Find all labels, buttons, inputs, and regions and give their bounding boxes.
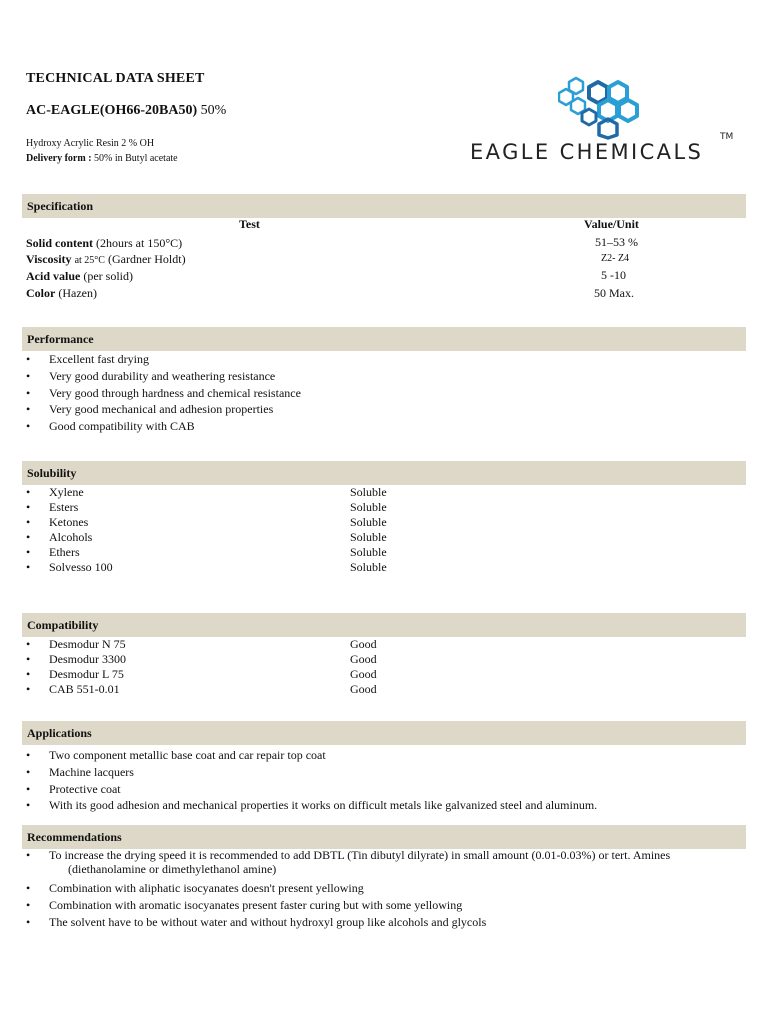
list-item: • Protective coat <box>26 781 597 798</box>
spec-value-color: 50 Max. <box>594 286 634 300</box>
solubility-result: Soluble <box>350 515 387 529</box>
applications-list <box>26 747 597 814</box>
spec-row-color <box>26 286 97 301</box>
solubility-result: Soluble <box>350 560 387 574</box>
performance-list <box>26 351 301 435</box>
spec-detail: (2hours at 150°C) <box>96 236 183 250</box>
product-name: Desmodur 3300 <box>49 652 126 666</box>
spec-value-viscosity: Z2- Z4 <box>601 253 630 264</box>
list-item <box>26 500 387 515</box>
recommendation-line-1: • To increase the drying speed it is recommended to add DBTL (Tin dibutyl dilyrate) in small amount (0.01-0.03%) or tert. Amines <box>49 848 671 862</box>
list-item <box>26 652 377 667</box>
solvent-name: Esters <box>49 500 79 514</box>
list-item <box>26 485 387 500</box>
compatibility-result: Good <box>350 637 377 651</box>
product-name <box>26 103 226 119</box>
product-code: AC-EAGLE(OH66-20BA50) <box>26 103 198 118</box>
list-item: • With its good adhesion and mechanical properties it works on difficult metals like galvanized steel and aluminum. <box>26 797 597 814</box>
solubility-result: Soluble <box>350 485 387 499</box>
compatibility-list <box>26 637 377 697</box>
spec-detail-small: at 25°C <box>74 255 105 266</box>
hexagon-logo-icon <box>558 72 648 140</box>
spec-name: Acid value <box>26 269 81 283</box>
compatibility-result: Good <box>350 667 377 681</box>
spec-row-viscosity <box>26 252 186 267</box>
spec-name: Color <box>26 286 56 300</box>
list-item <box>26 682 377 697</box>
spec-detail: (Gardner Holdt) <box>107 252 186 266</box>
company-logo <box>470 72 740 172</box>
list-item: • Good compatibility with CAB <box>26 418 301 435</box>
spec-row-solid-content <box>26 236 182 251</box>
product-description: Hydroxy Acrylic Resin 2 % OH <box>26 138 155 149</box>
spec-name: Viscosity <box>26 252 72 266</box>
solubility-list <box>26 485 387 575</box>
list-item: • Excellent fast drying <box>26 351 301 368</box>
compatibility-heading: Compatibility <box>22 613 746 637</box>
solvent-name: Ketones <box>49 515 89 529</box>
list-item <box>26 530 387 545</box>
product-concentration: 50% <box>200 103 227 118</box>
list-item <box>26 545 387 560</box>
spec-value-solid-content: 51–53 % <box>595 235 638 249</box>
spec-detail: (per solid) <box>83 269 133 283</box>
list-item: • Very good durability and weathering resistance <box>26 368 301 385</box>
list-item <box>26 560 387 575</box>
applications-heading: Applications <box>22 721 746 745</box>
spec-col-value: Value/Unit <box>584 217 639 231</box>
spec-name: Solid content <box>26 236 94 250</box>
list-item: • Very good through hardness and chemical resistance <box>26 385 301 402</box>
list-item <box>26 848 670 876</box>
compatibility-result: Good <box>350 682 377 696</box>
product-name: Desmodur L 75 <box>49 667 124 681</box>
list-item: • Two component metallic base coat and car repair top coat <box>26 747 597 764</box>
list-item <box>26 637 377 652</box>
recommendations-list <box>26 848 670 930</box>
delivery-form <box>26 153 178 164</box>
product-name: CAB 551-0.01 <box>49 682 120 696</box>
solvent-name: Solvesso 100 <box>49 560 113 574</box>
spec-value-acid-value: 5 -10 <box>601 268 626 282</box>
spec-col-test: Test <box>239 217 260 231</box>
recommendation-line-2: (diethanolamine or dimethylethanol amine) <box>68 862 277 876</box>
performance-heading: Performance <box>22 327 746 351</box>
document-title: TECHNICAL DATA SHEET <box>26 71 205 86</box>
solubility-result: Soluble <box>350 545 387 559</box>
spec-detail: (Hazen) <box>58 286 97 300</box>
specification-heading: Specification <box>22 194 746 218</box>
list-item: • Combination with aliphatic isocyanates doesn't present yellowing <box>26 880 670 897</box>
list-item: • Very good mechanical and adhesion properties <box>26 401 301 418</box>
list-item: • Combination with aromatic isocyanates present faster curing but with some yellowing <box>26 897 670 914</box>
delivery-label: Delivery form : <box>26 153 92 164</box>
solvent-name: Ethers <box>49 545 80 559</box>
solvent-name: Alcohols <box>49 530 93 544</box>
recommendations-heading: Recommendations <box>22 825 746 849</box>
list-item: • Machine lacquers <box>26 764 597 781</box>
delivery-value: 50% in Butyl acetate <box>94 153 178 164</box>
list-item <box>26 515 387 530</box>
product-name: Desmodur N 75 <box>49 637 126 651</box>
compatibility-result: Good <box>350 652 377 666</box>
trademark-symbol: TM <box>720 132 734 142</box>
list-item <box>26 667 377 682</box>
solvent-name: Xylene <box>49 485 84 499</box>
solubility-result: Soluble <box>350 500 387 514</box>
spec-row-acid-value <box>26 269 133 284</box>
list-item: • The solvent have to be without water and without hydroxyl group like alcohols and glycols <box>26 914 670 931</box>
logo-text: EAGLE CHEMICALS <box>470 140 704 164</box>
solubility-heading: Solubility <box>22 461 746 485</box>
solubility-result: Soluble <box>350 530 387 544</box>
